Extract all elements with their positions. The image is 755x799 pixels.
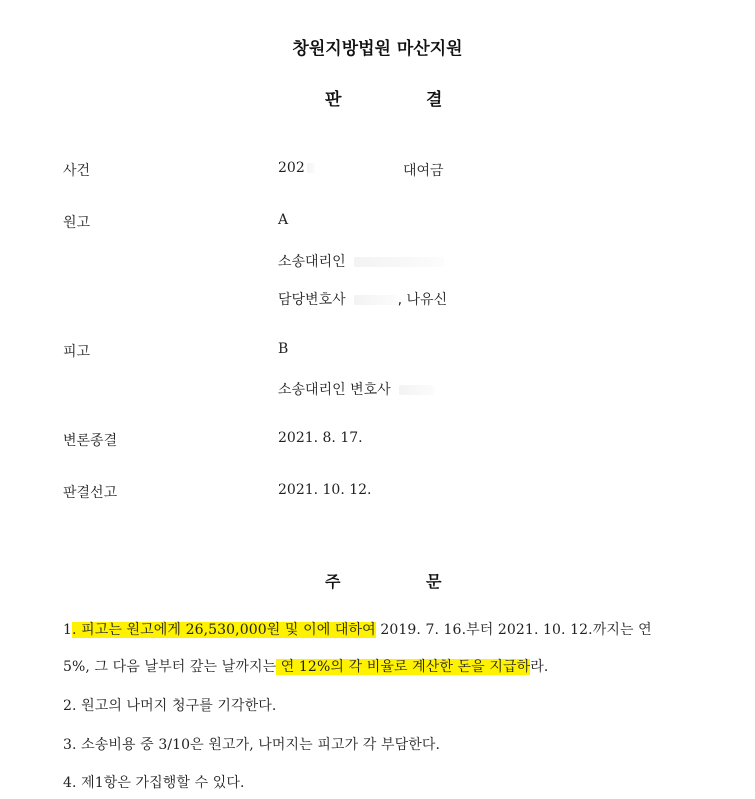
ruling-date: 2021. 10. 12. — [278, 482, 372, 498]
defendant-label: 피고 — [63, 344, 91, 360]
item-1-number: 1 — [63, 622, 73, 638]
order-item-1-line-1 — [63, 619, 652, 639]
title-char-1: 판 — [325, 90, 342, 110]
case-name: 대여금 — [403, 163, 444, 179]
plaintiff-agent — [278, 251, 444, 271]
order-item-1-line-2 — [63, 656, 548, 676]
item-1-highlight-2: 연 12%의 각 비율로 계산한 돈을 지급하 — [276, 659, 531, 675]
plaintiff-label: 원고 — [63, 215, 91, 231]
redaction-mark — [354, 257, 444, 267]
ruling-label: 판결선고 — [63, 485, 118, 501]
item-1-highlight-1: . 피고는 원고에게 26,530,000원 및 이에 대하여 — [72, 622, 376, 638]
redaction-mark — [399, 385, 435, 395]
redaction-mark — [354, 295, 398, 305]
defendant-agent-label: 소송대리인 변호사 — [278, 382, 391, 398]
item-1-text: 2019. 7. 16.부터 2021. 10. 12.까지는 연 — [375, 622, 652, 638]
plaintiff-attorney — [278, 289, 447, 309]
defendant-name: B — [278, 341, 289, 357]
court-name: 창원지방법원 마산지원 — [292, 39, 463, 59]
plaintiff-agent-label: 소송대리인 — [278, 254, 346, 270]
order-item-4: 4. 제1항은 가집행할 수 있다. — [63, 775, 245, 791]
plaintiff-attorney-name: , 나유신 — [397, 292, 448, 308]
item-1-end: 라. — [530, 659, 549, 675]
plaintiff-name: A — [278, 212, 289, 228]
order-title-char-1: 주 — [325, 572, 341, 591]
case-number — [278, 160, 315, 176]
case-label: 사건 — [63, 163, 91, 179]
order-item-3: 3. 소송비용 중 3/10은 원고가, 나머지는 피고가 각 부담한다. — [63, 737, 441, 753]
defendant-agent — [278, 379, 435, 399]
redaction-mark — [307, 163, 315, 173]
order-item-2: 2. 원고의 나머지 청구를 기각한다. — [63, 698, 277, 714]
item-1-line-2-start: 5%, 그 다음 날부터 갚는 날까지는 — [63, 659, 277, 675]
closing-label: 변론종결 — [63, 433, 118, 449]
title-char-2: 결 — [426, 90, 443, 110]
order-title-char-2: 문 — [426, 572, 442, 591]
closing-date: 2021. 8. 17. — [278, 430, 363, 446]
case-number-text: 202 — [278, 160, 305, 176]
plaintiff-attorney-label: 담당변호사 — [278, 292, 346, 308]
